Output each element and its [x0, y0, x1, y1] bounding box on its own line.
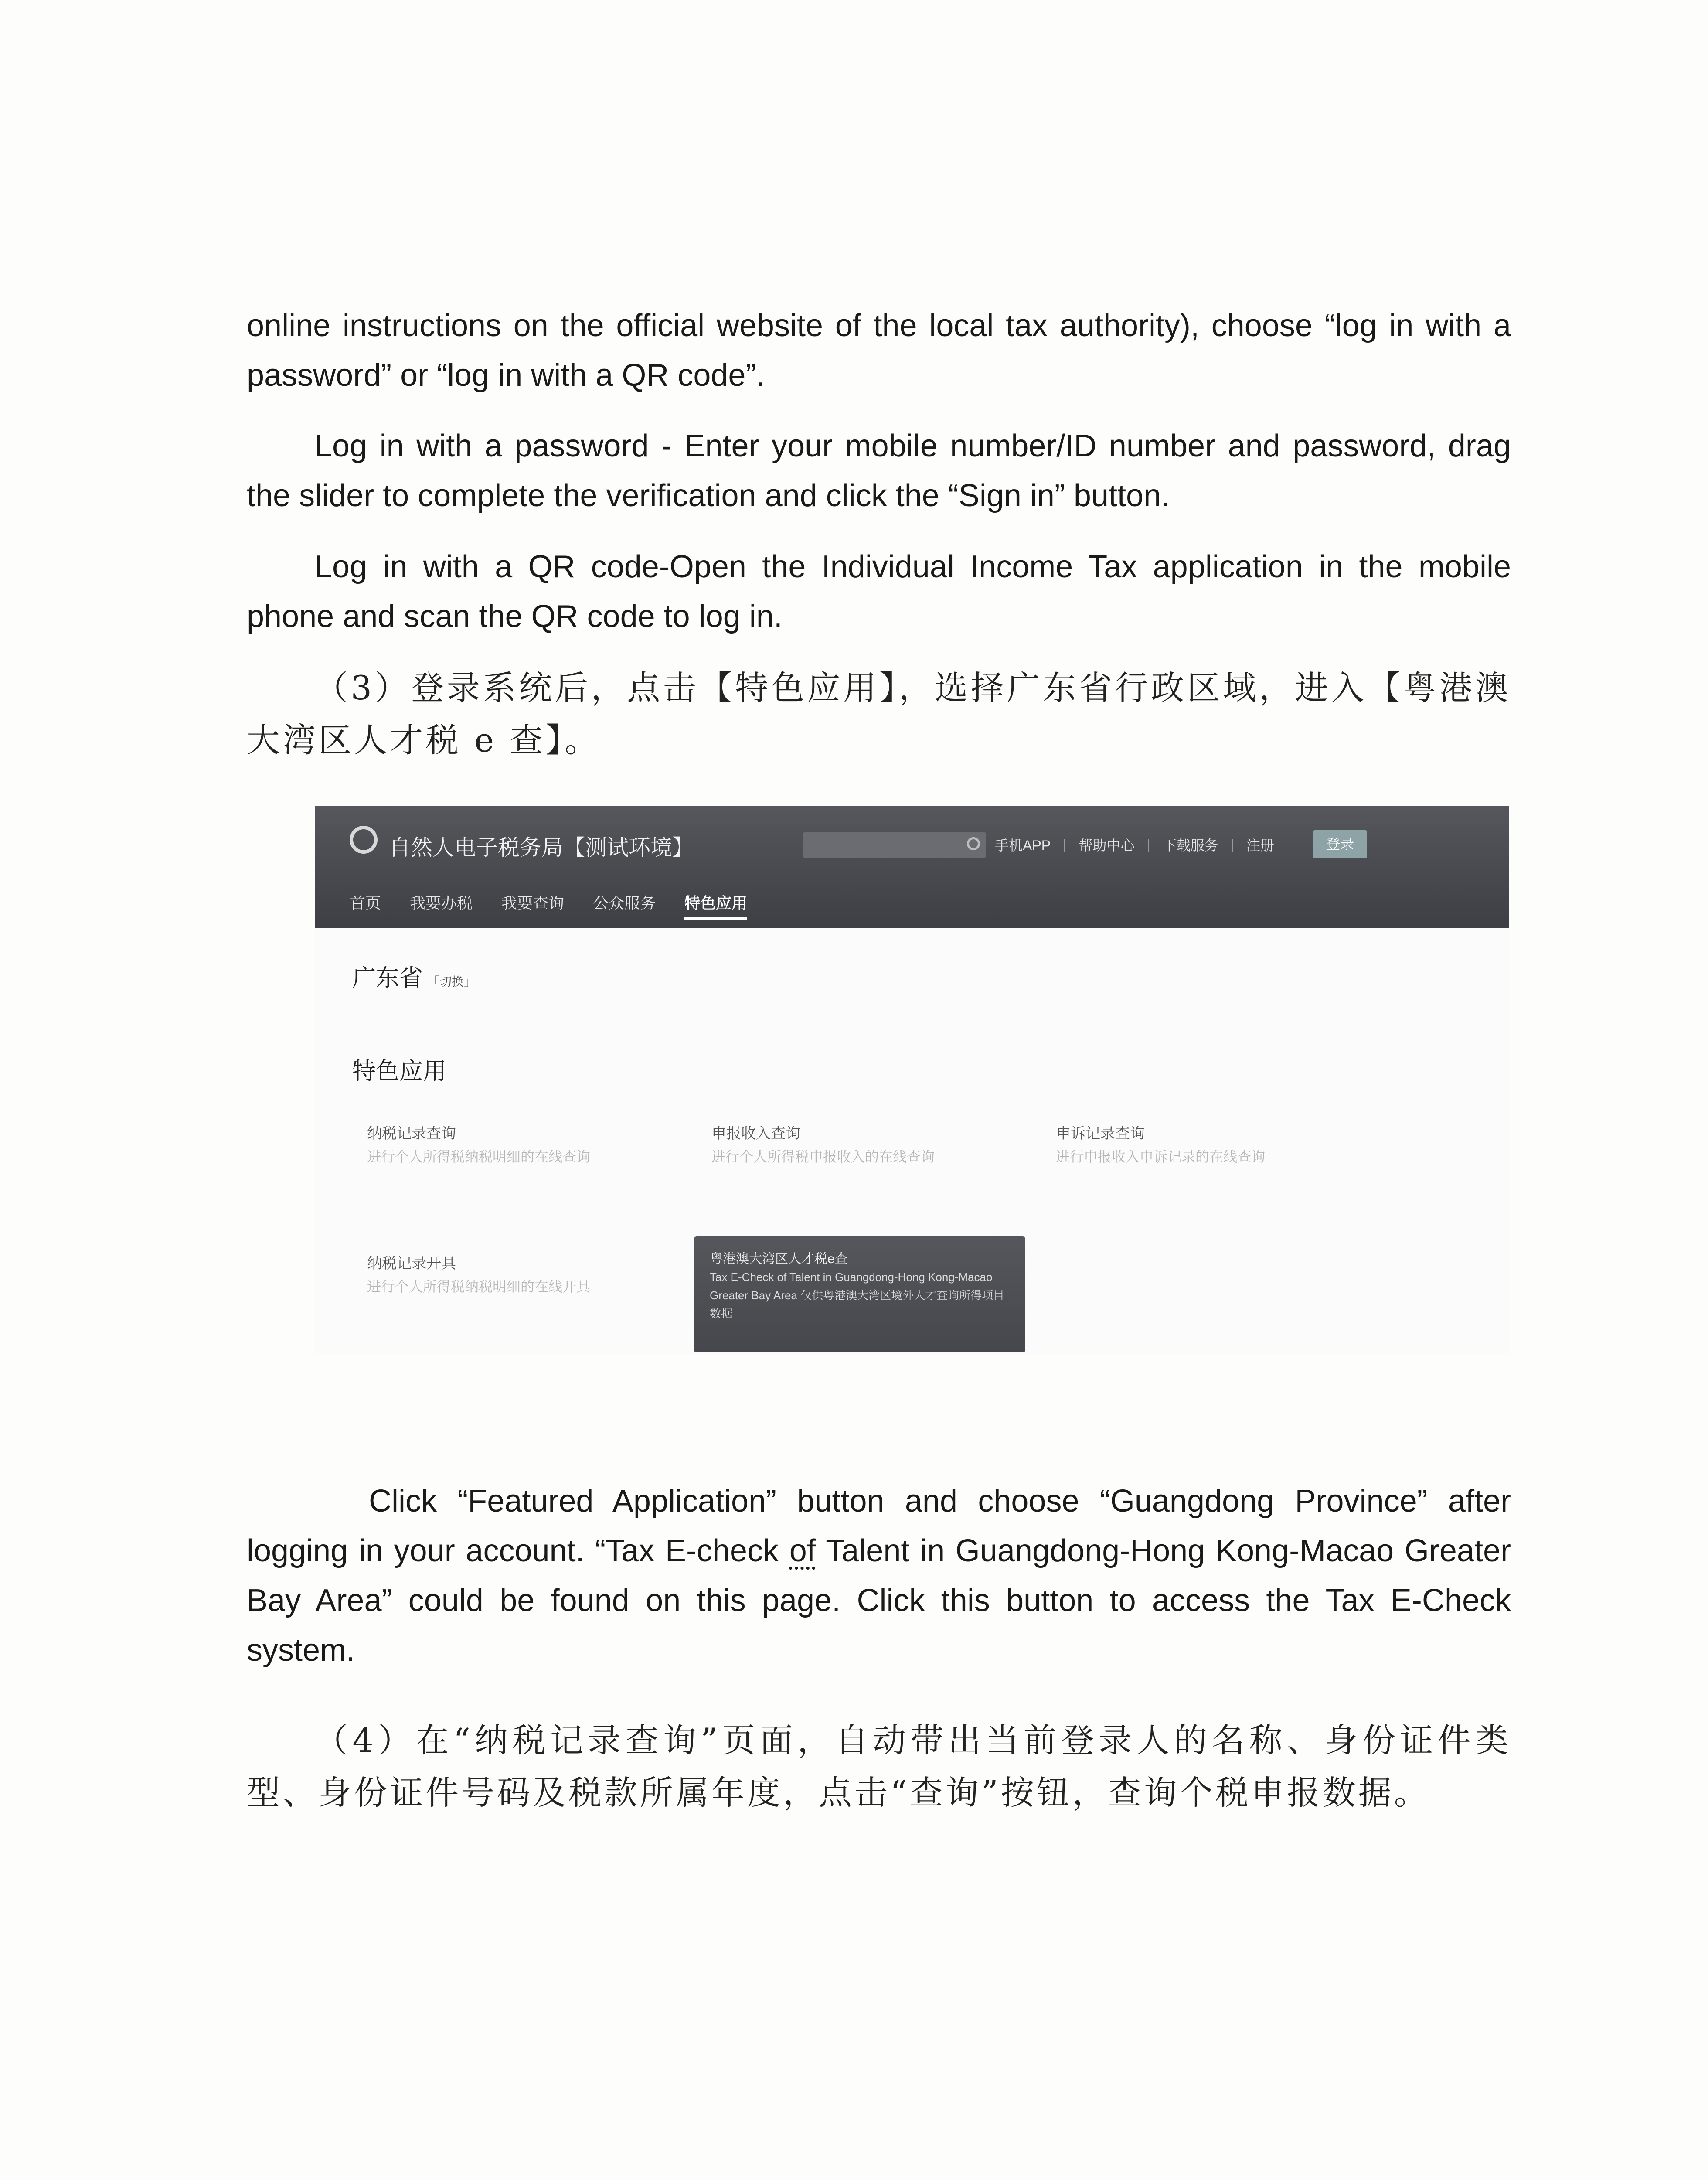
gba-card-desc: Tax E-Check of Talent in Guangdong-Hong Kong-Macao Greater Bay Area 仅供粤港澳大湾区境外人才查询所得项目数据	[710, 1271, 1005, 1320]
tax-website-screenshot	[315, 806, 1509, 1354]
card-income-query-desc: 进行个人所得税申报收入的在线查询	[711, 1149, 935, 1165]
main-nav	[350, 891, 747, 920]
divider: |	[1063, 836, 1067, 852]
card-tax-record-issue-desc: 进行个人所得税纳税明细的在线开具	[367, 1279, 591, 1294]
header-link-mobile-app[interactable]: 手机APP	[995, 838, 1051, 853]
paragraph-step4-zh: （4）在“纳税记录查询”页面，自动带出当前登录人的名称、身份证件类型、身份证件号码及税款所属年度，点击“查询”按钮，查询个税申报数据。	[247, 1721, 1511, 1812]
card-income-query-title[interactable]: 申报收入查询	[711, 1125, 800, 1142]
nav-item-home[interactable]: 首页	[350, 894, 381, 912]
card-tax-record-query-desc: 进行个人所得税纳税明细的在线查询	[367, 1149, 591, 1165]
header-links	[995, 835, 1274, 855]
nav-item-query[interactable]: 我要查询	[501, 894, 565, 912]
paragraph-featured-application	[247, 1476, 1511, 1675]
dotted-word: of	[789, 1533, 816, 1568]
search-input[interactable]	[803, 832, 986, 858]
paragraph-password-login: Log in with a password - Enter your mobile number/ID number and password, drag the slider to complete the verification and click the “Sign in” button.	[247, 429, 1511, 513]
paragraph-step3-zh: （3）登录系统后，点击【特色应用】，选择广东省行政区域，进入【粤港澳大湾区人才税 e 查】。	[247, 668, 1511, 760]
gba-tax-echeck-card[interactable]	[694, 1236, 1025, 1352]
site-header	[315, 806, 1509, 928]
province-switch-link[interactable]: 「切换」	[427, 975, 476, 988]
nav-item-public-service[interactable]: 公众服务	[593, 894, 656, 912]
paragraph-qr-login: Log in with a QR code-Open the Individual Income Tax application in the mobile phone and scan the QR code to log in.	[247, 549, 1511, 634]
header-link-register[interactable]: 注册	[1246, 838, 1275, 853]
header-link-help-center[interactable]: 帮助中心	[1079, 838, 1135, 853]
divider: |	[1230, 836, 1235, 852]
featured-section-title: 特色应用	[352, 1058, 446, 1084]
paragraph-part: Click “Featured Application” button and choose “Guangdong Province” after logging in your account. “Tax E-check	[247, 1484, 1511, 1568]
login-button[interactable]: 登录	[1313, 830, 1367, 858]
gba-card-title: 粤港澳大湾区人才税e查	[710, 1252, 848, 1266]
nav-item-featured-application[interactable]: 特色应用	[684, 891, 747, 920]
paragraph-login-options: online instructions on the official website of the local tax authority), choose “log in with a password” or “log in with a QR code”.	[247, 308, 1511, 393]
search-icon[interactable]	[967, 837, 980, 850]
province-label	[352, 959, 476, 993]
province-name: 广东省	[352, 965, 423, 991]
divider: |	[1147, 836, 1150, 852]
card-tax-record-issue-title[interactable]: 纳税记录开具	[367, 1255, 456, 1272]
nav-item-file-tax[interactable]: 我要办税	[410, 894, 473, 912]
card-appeal-query-title[interactable]: 申诉记录查询	[1056, 1125, 1145, 1142]
paragraph-part: Talent in Guangdong-Hong Kong-Macao Greater Bay Area” could be found on this page. Click this button to access the Tax E-Check system.	[247, 1533, 1511, 1668]
tax-emblem-icon	[350, 826, 378, 854]
card-appeal-query-desc: 进行申报收入申诉记录的在线查询	[1056, 1149, 1266, 1165]
card-tax-record-query-title[interactable]: 纳税记录查询	[367, 1125, 456, 1142]
site-title: 自然人电子税务局【测试环境】	[389, 835, 694, 860]
header-link-download[interactable]: 下载服务	[1162, 838, 1218, 853]
